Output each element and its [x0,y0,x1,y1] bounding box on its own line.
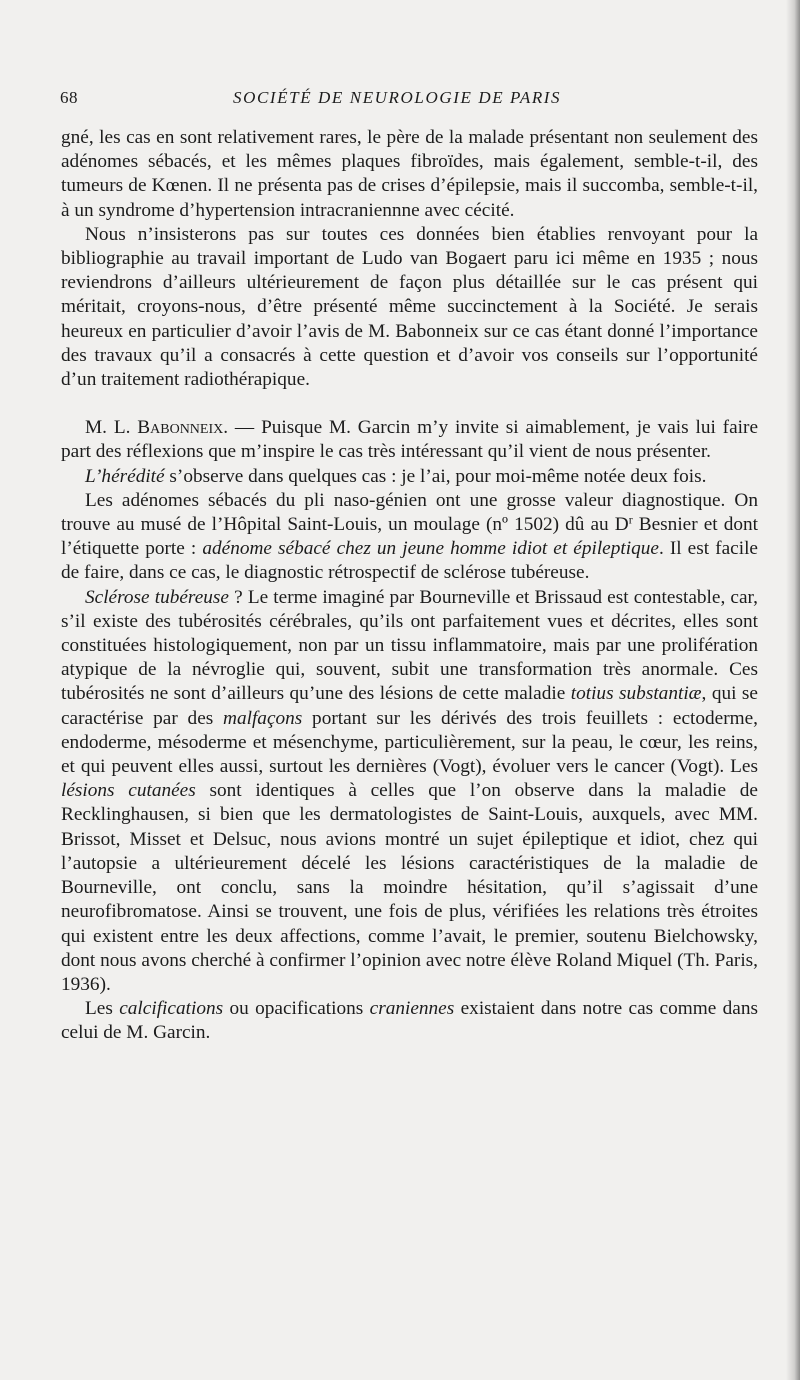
paragraph-text: , qui se caractérise par des [61,683,758,729]
paragraph-sclerose [61,586,758,997]
paragraph-text: sont identiques à celles que l’on observe dans la maladie de Recklinghausen, si bien que les dermatologistes de Saint-Louis, auxquels, avec MM. Brissot, Misset et Delsuc, nous avions montré un sujet épileptique et idiot, chez qui l’autopsie a ultérieurement décelé les lésions caractéristiques de la maladie de Bourneville, ont conclu, sans la moindre hésitation, qu’il s’agissait d’une neurofibromatose. Ainsi se trouvent, une fois de plus, vérifiées les relations très étroites qui existent entre les deux affections, comme l’avait, le premier, soutenu Bielchowsky, dont nous avons cherché à confirmer l’opinion avec notre élève Roland Miquel (Th. Paris, 1936). [61,780,758,995]
paragraph-text: . Il est facile de faire, dans ce cas, le diagnostic rétrospectif de sclérose tubéreuse. [61,538,758,584]
body-text [61,126,758,1046]
paragraph-heredite [61,465,758,489]
page-number: 68 [60,88,78,107]
page-header [60,88,760,112]
speaker-prefix: M. L. [85,417,138,439]
paragraph-text: Les adénomes sébacés du pli naso-génien ont une grosse valeur diagnostique. On trouve au musé de l’Hôpital Saint-Louis, un moulage (nº 1502) dû au D [61,489,758,536]
paragraph-text: Besnier et dont l’étiquette porte : [61,514,758,560]
paragraph-text: existaient dans notre cas comme dans celui de M. Garcin. [61,998,759,1044]
paragraph-text: portant sur les dérivés des trois feuillets : ectoderme, endoderme, mésoderme et mésenchyme, particulièrement, sur la peau, le cœur, les reins, et qui peuvent elles aussi, surtout les dernières (Vogt), évoluer vers le cancer (Vogt). Les [61,707,758,778]
running-title: SOCIÉTÉ DE NEUROLOGIE DE PARIS [233,88,562,107]
italic-term: Sclérose tubéreuse [85,586,229,608]
italic-term: craniennes [369,998,455,1020]
paragraph-continuation [61,126,758,223]
italic-term: L’hérédité [85,465,165,487]
superscript: r [628,512,633,527]
paragraph-babonneix-intro [61,416,758,464]
paragraph-text: Nous n’insisterons pas sur toutes ces données bien établies renvoyant pour la bibliographie au travail important de Ludo van Bogaert paru ici même en 1935 ; nous reviendrons d’ailleurs ultérieurement de façon plus détaillée sur le cas présent qui méritait, croyons-nous, d’être présenté même succinctement à la Société. Je serais heureux en particulier d’avoir l’avis de M. Babonneix sur ce cas étant donné l’importance des travaux qu’il a consacrés à cette question et d’avoir vos conseils sur l’opportunité d’un traitement radiothérapique. [61,223,758,391]
paragraph-text: gné, les cas en sont relativement rares, le père de la malade présentant non seulement des adénomes sébacés, et les mêmes plaques fibroïdes, mais également, semble-t-il, des tumeurs de Kœnen. Il ne présenta pas de crises d’épilepsie, mais il succomba, semble-t-il, à un syndrome d’hypertension intracraniennne avec cécité. [61,127,758,221]
italic-label: adénome sébacé chez un jeune homme idiot et épileptique [202,538,659,560]
paragraph-text: Les [85,998,120,1020]
paragraph-adenomes [61,489,758,586]
italic-term: lésions cutanées [61,780,196,802]
italic-term: malfaçons [223,707,303,729]
paragraph-text: . — Puisque M. Garcin m’y invite si aimablement, je vais lui faire part des réflexions que m’inspire le cas très intéressant qu’il vient de nous présenter. [61,417,758,463]
page-edge-shadow [786,0,800,1380]
paragraph-bibliography [61,223,758,392]
paragraph-calcifications [61,997,758,1045]
italic-term: totius substantiæ [570,683,702,705]
italic-term: calcifications [119,998,224,1020]
paragraph-text: ? Le terme imaginé par Bourneville et Brissaud est contestable, car, s’il existe des tubérosités cérébrales, qu’ils ont parfaitement vues et décrites, elles sont constituées histologiquement, non par un tissu inflammatoire, mais par une prolifération atypique de la névroglie qui, souvent, subit une transformation très anormale. Ces tubérosités ne sont d’ailleurs qu’une des lésions de cette maladie [61,586,758,705]
speaker-name: Babonneix [137,417,224,439]
paragraph-text: ou opacifications [223,998,370,1020]
paragraph-text: s’observe dans quelques cas : je l’ai, pour moi-même notée deux fois. [164,465,707,487]
